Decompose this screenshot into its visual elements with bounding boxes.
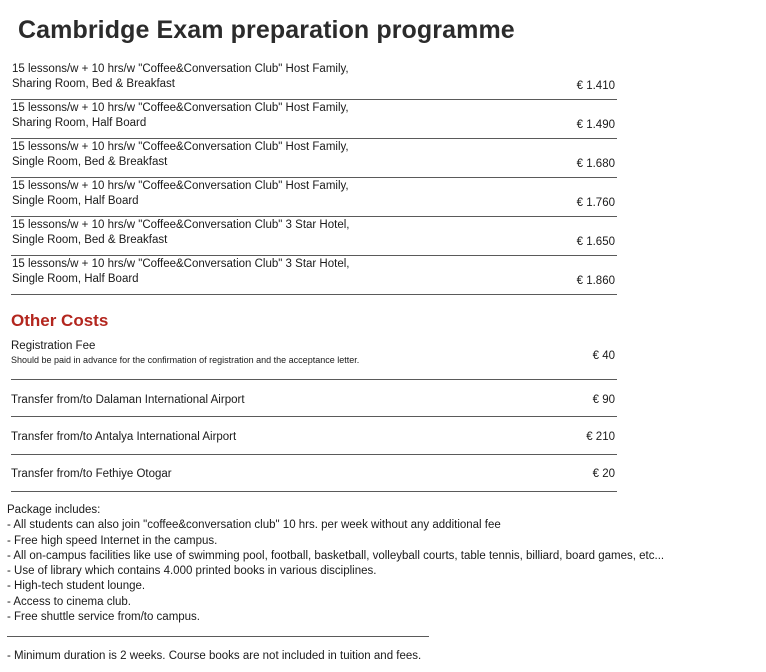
- list-item: - Free high speed Internet in the campus.: [7, 534, 218, 547]
- price-row: [11, 256, 617, 295]
- price-row-description: 15 lessons/w + 10 hrs/w "Coffee&Conversation Club" 3 Star Hotel, Single Room, Half Board: [12, 258, 350, 285]
- price-row-amount: € 1.410: [576, 80, 615, 92]
- price-row-amount: € 1.680: [576, 158, 615, 170]
- price-list: [11, 61, 617, 295]
- cost-amount: € 20: [592, 468, 615, 480]
- other-costs-list: [11, 339, 617, 492]
- price-row: [11, 217, 617, 256]
- list-item: - High-tech student lounge.: [7, 580, 146, 593]
- cost-label: Transfer from/to Antalya International Airport: [11, 431, 237, 443]
- footnote: - Minimum duration is 2 weeks. Course books are not included in tuition and fees.: [7, 650, 422, 662]
- price-row-description: 15 lessons/w + 10 hrs/w "Coffee&Conversation Club" Host Family, Single Room, Bed & Breakfast: [12, 141, 349, 168]
- price-row-description: 15 lessons/w + 10 hrs/w "Coffee&Conversation Club" Host Family, Sharing Room, Half Board: [12, 102, 349, 129]
- cost-label: Transfer from/to Dalaman International Airport: [11, 394, 245, 406]
- list-item: - All on-campus facilities like use of swimming pool, football, basketball, volleyball courts, table tennis, billiard, board games, etc...: [7, 549, 665, 562]
- price-row-amount: € 1.490: [576, 119, 615, 131]
- cost-amount: € 40: [592, 350, 615, 362]
- cost-amount: € 210: [586, 431, 615, 443]
- price-row-amount: € 1.760: [576, 197, 615, 209]
- price-row: [11, 61, 617, 100]
- price-row: [11, 139, 617, 178]
- cost-label: Transfer from/to Fethiye Otogar: [11, 468, 172, 480]
- package-includes: [7, 503, 664, 625]
- cost-row-registration: [11, 339, 617, 380]
- cost-row: [11, 455, 617, 492]
- price-row-description: 15 lessons/w + 10 hrs/w "Coffee&Conversation Club" Host Family, Sharing Room, Bed & Breakfast: [12, 63, 349, 90]
- cost-row: [11, 380, 617, 417]
- cost-row: [11, 417, 617, 455]
- page-title: Cambridge Exam preparation programme: [18, 16, 515, 44]
- price-row-amount: € 1.650: [576, 236, 615, 248]
- list-item: - Use of library which contains 4.000 printed books in various disciplines.: [7, 565, 377, 578]
- price-row: [11, 100, 617, 139]
- cost-amount: € 90: [592, 394, 615, 406]
- list-item: - All students can also join "coffee&conversation club" 10 hrs. per week without any additional fee: [7, 519, 501, 532]
- price-row-amount: € 1.860: [576, 275, 615, 287]
- package-includes-heading: Package includes:: [7, 504, 101, 516]
- other-costs-heading: Other Costs: [11, 311, 109, 330]
- list-item: - Access to cinema club.: [7, 595, 131, 608]
- price-row: [11, 178, 617, 217]
- price-row-description: 15 lessons/w + 10 hrs/w "Coffee&Conversation Club" 3 Star Hotel, Single Room, Bed & Breakfast: [12, 219, 350, 246]
- list-item: - Free shuttle service from/to campus.: [7, 611, 201, 624]
- price-row-description: 15 lessons/w + 10 hrs/w "Coffee&Conversation Club" Host Family, Single Room, Half Board: [12, 180, 349, 207]
- cost-note: Should be paid in advance for the confirmation of registration and the acceptance letter.: [11, 355, 360, 365]
- cost-label: Registration Fee: [11, 340, 96, 352]
- divider: [7, 636, 429, 637]
